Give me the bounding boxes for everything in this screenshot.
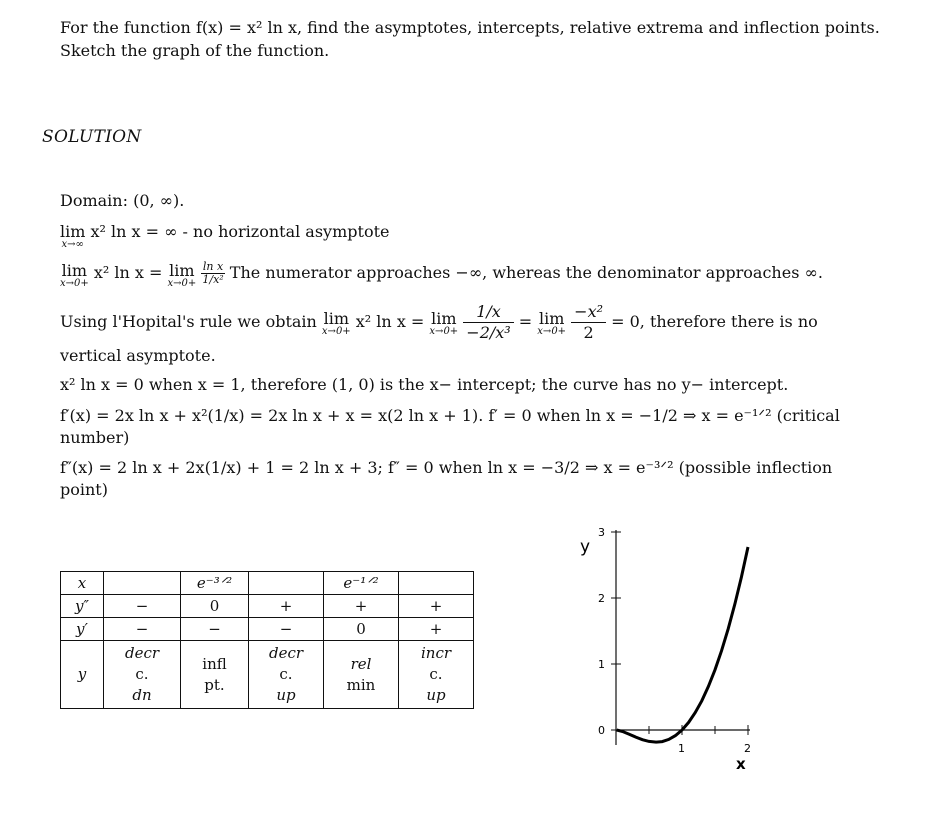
table-cell: − (104, 595, 181, 618)
intercept-line: x² ln x = 0 when x = 1, therefore (1, 0) is the x− intercept; the curve has no y− intercept. (60, 375, 789, 394)
table-cell: decr c. dn (104, 641, 181, 709)
limit-operator-2: lim x→0+ (429, 308, 459, 337)
table-row-y2 (61, 595, 474, 618)
limit-zero-line (60, 261, 823, 289)
x-tick-label: 1 (678, 742, 685, 755)
hopital-line (60, 302, 818, 343)
first-derivative-line-1: f′(x) = 2x ln x + x²(1/x) = 2x ln x + x = x(2 ln x + 1). f′ = 0 when ln x = −1/2 ⇒ x = e⁻¹ᐟ² (critical (60, 406, 840, 425)
table-cell (399, 572, 474, 595)
limit-zero-text: The numerator approaches −∞, whereas the denominator approaches ∞. (229, 263, 823, 282)
table-cell: decr c. up (249, 641, 324, 709)
limit-zero-expr: x² ln x = (93, 263, 163, 282)
limit-operator-3: lim x→0+ (537, 308, 567, 337)
limit-infinity-line (60, 222, 389, 250)
table-cell (249, 572, 324, 595)
table-cell: + (324, 595, 399, 618)
x-axis-label: x (736, 755, 746, 773)
hopital-intro: Using l'Hopital's rule we obtain (60, 312, 317, 331)
table-cell: + (399, 595, 474, 618)
table-cell: + (249, 595, 324, 618)
first-derivative-line-2: number) (60, 428, 130, 447)
table-cell: y′ (61, 618, 104, 641)
table-cell: x (61, 572, 104, 595)
x-tick-label: 2 (744, 742, 751, 755)
table-cell: e⁻³ᐟ² (181, 572, 249, 595)
table-row-y1 (61, 618, 474, 641)
limit-operator: lim x→0+ (321, 308, 351, 337)
problem-line-2: Sketch the graph of the function. (60, 41, 330, 60)
sign-table (60, 571, 474, 709)
table-cell: rel min (324, 641, 399, 709)
limit-operator-2: lim x→0+ (167, 261, 197, 289)
table-cell: − (181, 618, 249, 641)
table-cell: y (61, 641, 104, 709)
problem-line-1: For the function f(x) = x² ln x, find the asymptotes, intercepts, relative extrema and inflection points. (60, 18, 880, 37)
table-cell: 0 (324, 618, 399, 641)
function-curve (617, 547, 748, 742)
table-row-x (61, 572, 474, 595)
hopital-fraction-2: $\frac{\text{−x²}}{2}$ (571, 302, 606, 343)
hopital-continuation: vertical asymptote. (60, 346, 216, 365)
y-tick-label: 0 (598, 724, 605, 737)
function-graph (570, 520, 770, 775)
table-cell (104, 572, 181, 595)
table-cell: e⁻¹ᐟ² (324, 572, 399, 595)
table-cell: infl pt. (181, 641, 249, 709)
domain-line: Domain: (0, ∞). (60, 191, 185, 210)
table-cell: 0 (181, 595, 249, 618)
y-tick-label: 3 (598, 526, 605, 539)
solution-heading: SOLUTION (42, 127, 142, 147)
table-cell: − (104, 618, 181, 641)
hopital-tail: = 0, therefore there is no (611, 312, 818, 331)
table-cell: incr c. up (399, 641, 474, 709)
second-derivative-line-2: point) (60, 480, 108, 499)
y-tick-label: 1 (598, 658, 605, 671)
equals-sign: = (518, 312, 533, 331)
y-tick-label: 2 (598, 592, 605, 605)
small-fraction: $\frac{\text{ln x}}{\text{1/x²}}$ (202, 260, 224, 286)
second-derivative-line-1: f″(x) = 2 ln x + 2x(1/x) + 1 = 2 ln x + 3; f″ = 0 when ln x = −3/2 ⇒ x = e⁻³ᐟ² (possible inflection (60, 458, 833, 477)
limit-operator: lim x→0+ (60, 261, 89, 289)
table-cell: y″ (61, 595, 104, 618)
y-axis-label: y (580, 537, 591, 557)
table-row-y (61, 641, 474, 709)
limit-operator: lim x→∞ (60, 222, 86, 250)
table-cell: + (399, 618, 474, 641)
table-cell: − (249, 618, 324, 641)
hopital-expr: x² ln x = (355, 312, 425, 331)
hopital-fraction-1: $\frac{1/x}{\text{−2/x³}}$ (463, 302, 513, 343)
limit-infinity-expr: x² ln x = ∞ - no horizontal asymptote (90, 222, 390, 241)
